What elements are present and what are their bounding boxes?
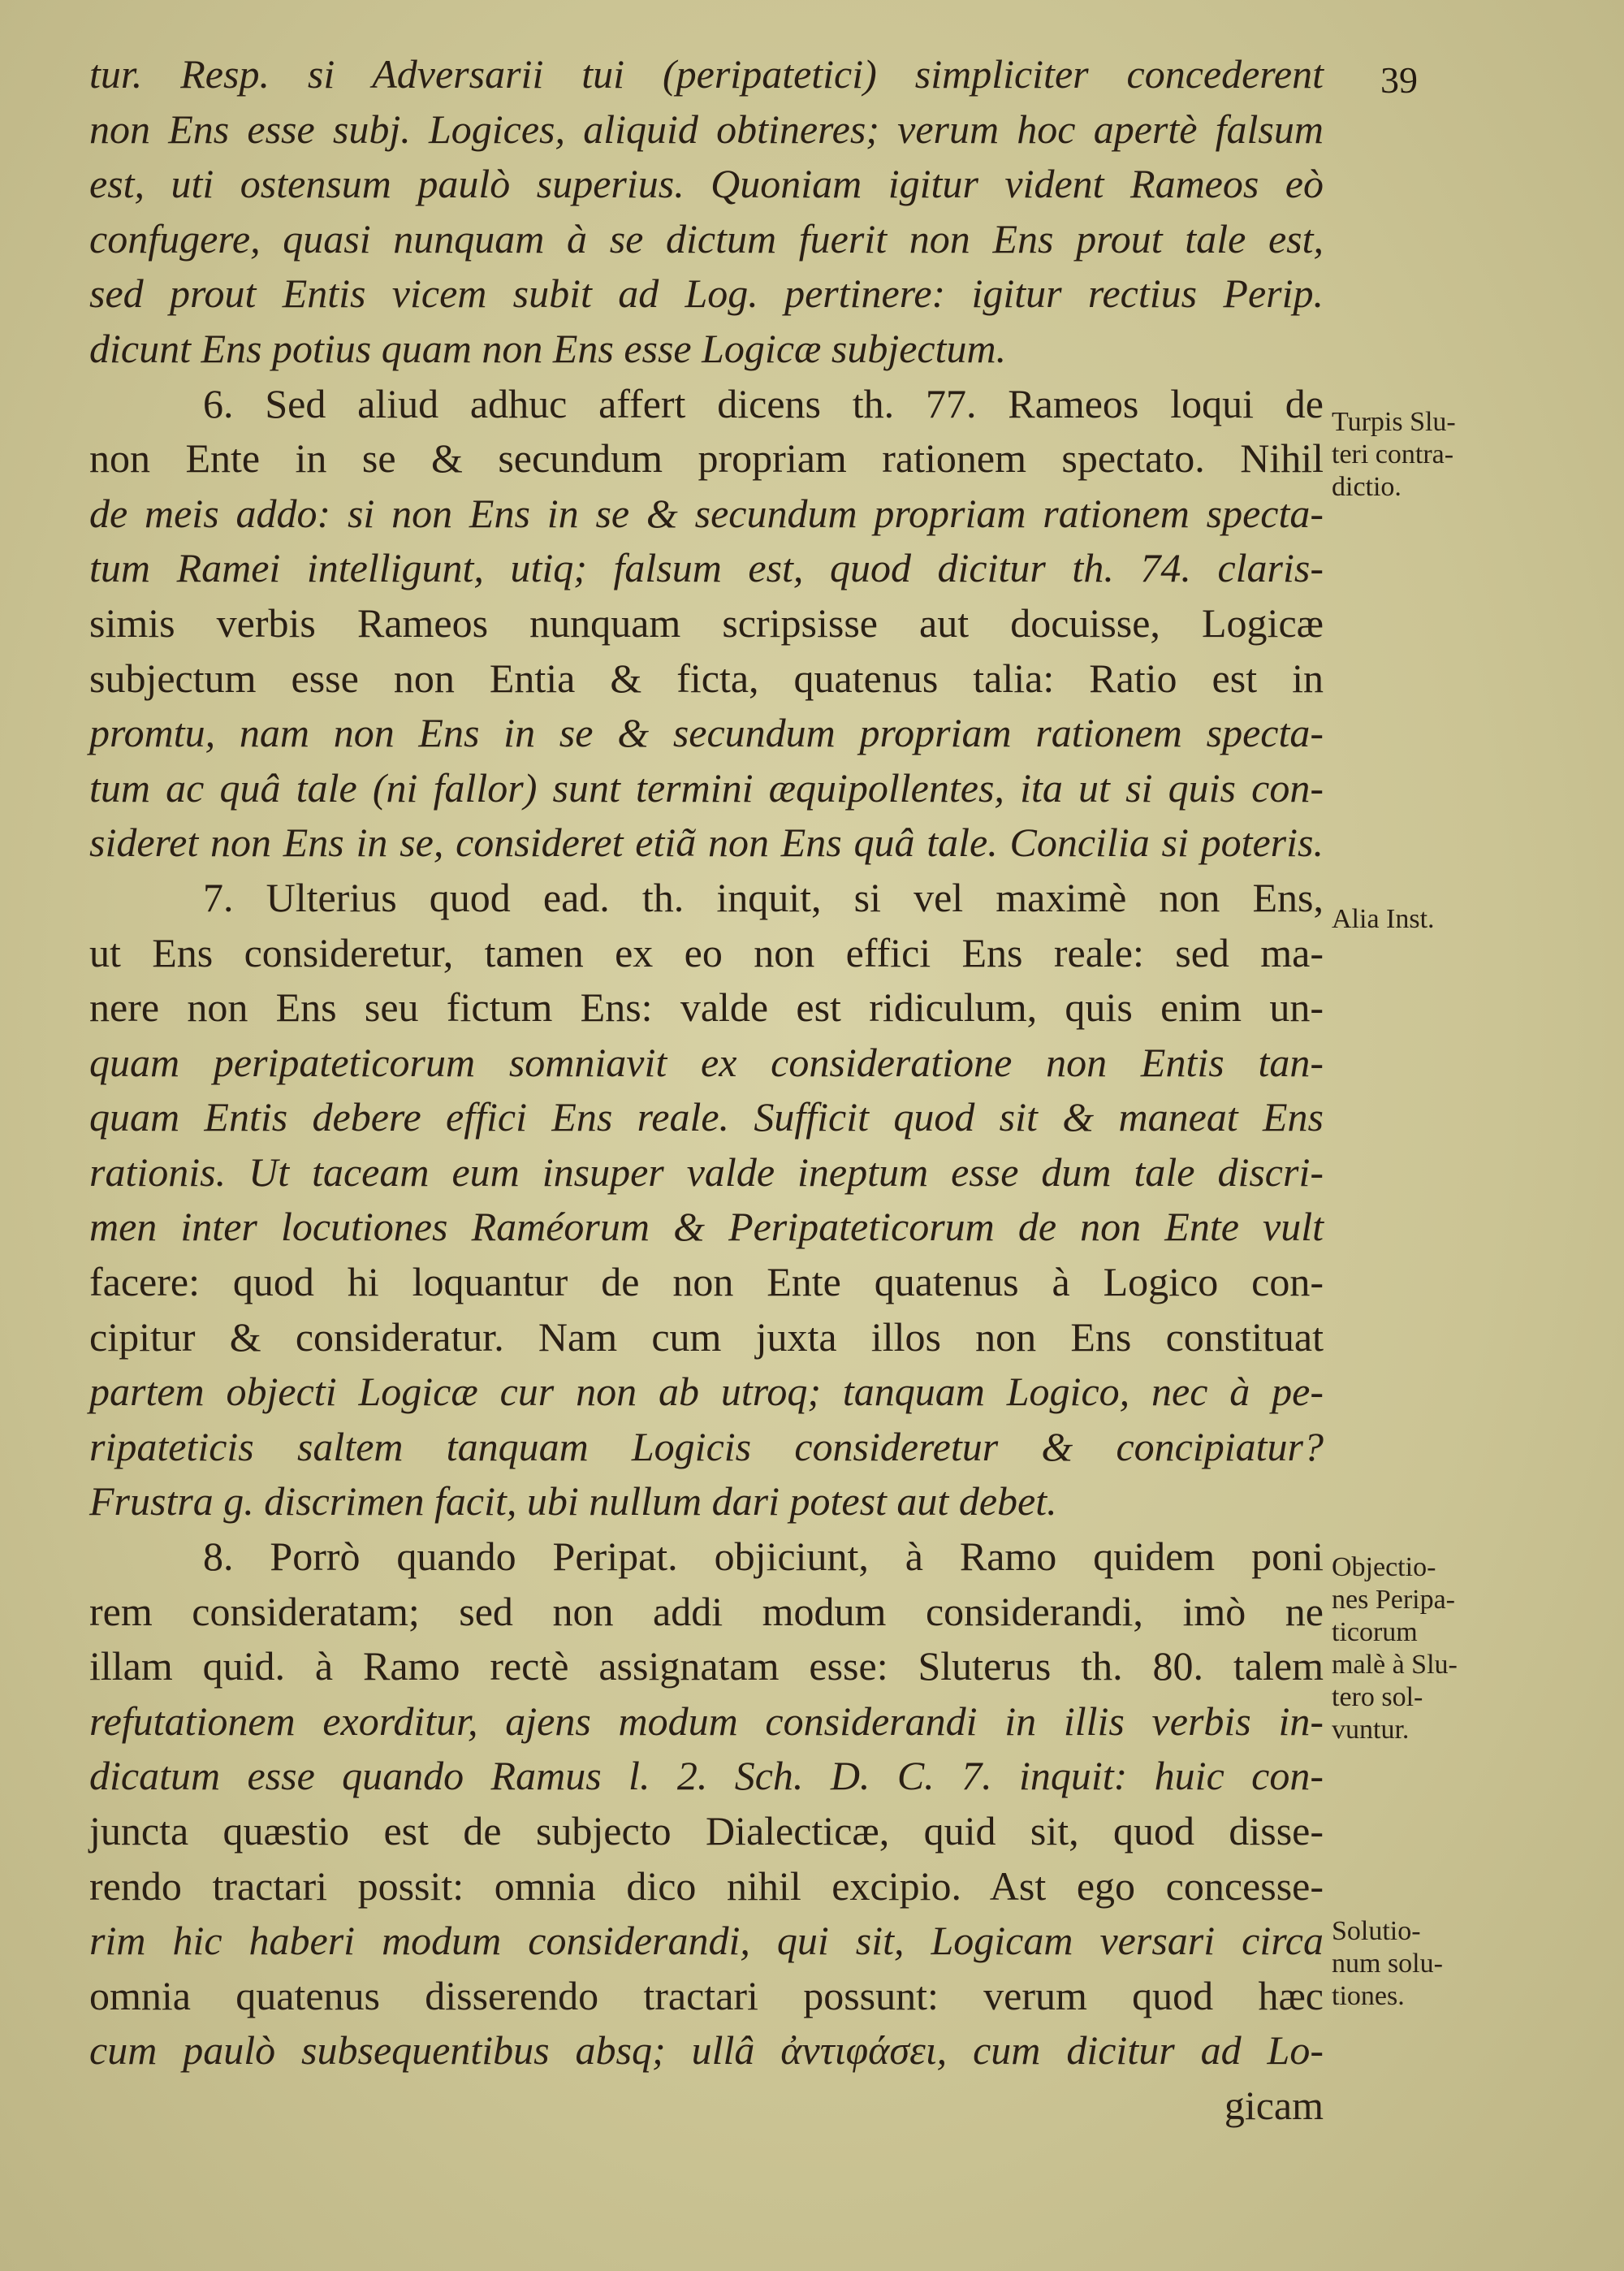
margin-note-alia — [1332, 903, 1592, 936]
margin-note-line: dictio. — [1332, 472, 1402, 502]
text-line: dicunt Ens potius quam non Ens esse Logicæ subjectum. — [89, 325, 1007, 371]
margin-note-turpis — [1332, 406, 1592, 504]
margin-note-line: Turpis Slu- — [1332, 407, 1456, 437]
text-line: cum paulò subsequentibus absq; ullâ ἀντιφάσει, cum dicitur ad Lo- — [89, 2027, 1324, 2074]
text-line: rem consideratam; sed non addi modum considerandi, imò ne — [89, 1588, 1324, 1634]
text-line: 6. Sed aliud adhuc affert dicens th. 77. Rameos loqui de — [203, 380, 1324, 426]
text-line: nere non Ens seu fictum Ens: valde est ridiculum, quis enim un- — [89, 984, 1324, 1031]
margin-note-solutio — [1332, 1915, 1592, 2013]
text-line: promtu, nam non Ens in se & secundum propriam rationem specta- — [89, 710, 1324, 756]
text-line: sed prout Entis vicem subit ad Log. pertinere: igitur rectius Perip. — [89, 270, 1324, 317]
text-line: est, uti ostensum paulò superius. Quoniam igitur vident Rameos eò — [89, 161, 1324, 207]
margin-note-line: nes Peripa- — [1332, 1585, 1456, 1615]
text-line: cipitur & consideratur. Nam cum juxta illos non Ens constituat — [89, 1313, 1324, 1360]
text-line: dicatum esse quando Ramus l. 2. Sch. D. C. 7. inquit: huic con- — [89, 1753, 1324, 1799]
text-line: simis verbis Rameos nunquam scripsisse aut docuisse, Logicæ — [89, 599, 1324, 646]
margin-note-line: malè à Slu- — [1332, 1650, 1458, 1680]
text-line: tum ac quâ tale (ni fallor) sunt termini æquipollentes, ita ut si quis con- — [89, 764, 1324, 811]
text-line: omnia quatenus disserendo tractari possunt: verum quod hæc — [89, 1972, 1324, 2018]
text-line: Frustra g. discrimen facit, ubi nullum dari potest aut debet. — [89, 1478, 1057, 1525]
text-line: subjectum esse non Entia & ficta, quatenus talia: Ratio est in — [89, 655, 1324, 701]
margin-note-line: num solu- — [1332, 1949, 1443, 1979]
margin-note-line: Solutio- — [1332, 1916, 1421, 1946]
text-line: non Ente in se & secundum propriam rationem spectato. Nihil — [89, 435, 1324, 482]
text-line: de meis addo: si non Ens in se & secundum propriam rationem specta- — [89, 490, 1324, 536]
text-line: rim hic haberi modum considerandi, qui sit, Logicam versari circa — [89, 1918, 1324, 1964]
text-line: illam quid. à Ramo rectè assignatam esse: Sluterus th. 80. talem — [89, 1643, 1324, 1689]
text-line: 7. Ulterius quod ead. th. inquit, si vel maximè non Ens, — [203, 874, 1324, 920]
text-line: quam Entis debere effici Ens reale. Sufficit quod sit & maneat Ens — [89, 1094, 1324, 1140]
text-line: tur. Resp. si Adversarii tui (peripatetici) simpliciter concederent — [89, 51, 1324, 97]
margin-note-line: Objectio- — [1332, 1552, 1436, 1582]
text-line: 8. Porrò quando Peripat. objiciunt, à Ramo quidem poni — [203, 1533, 1324, 1580]
margin-note-line: tiones. — [1332, 1981, 1405, 2011]
text-line: men inter locutiones Raméorum & Peripateticorum de non Ente vult — [89, 1204, 1324, 1250]
text-line: sideret non Ens in se, consideret etiã non Ens quâ tale. Concilia si poteris. — [89, 820, 1324, 866]
text-line: gicam — [1224, 2082, 1324, 2128]
text-line: rationis. Ut taceam eum insuper valde ineptum esse dum tale discri- — [89, 1148, 1324, 1195]
main-text-block — [89, 47, 1324, 2134]
text-line: juncta quæstio est de subjecto Dialecticæ, quid sit, quod disse- — [89, 1808, 1324, 1854]
text-line: quam peripateticorum somniavit ex consideratione non Entis tan- — [89, 1039, 1324, 1085]
text-line: non Ens esse subj. Logices, aliquid obtineres; verum hoc apertè falsum — [89, 106, 1324, 152]
margin-note-line: Alia Inst. — [1332, 904, 1435, 934]
text-line: partem objecti Logicæ cur non ab utroq; tanquam Logico, nec à pe- — [89, 1369, 1324, 1415]
margin-note-line: ticorum — [1332, 1617, 1418, 1647]
text-line: ut Ens consideretur, tamen ex eo non effici Ens reale: sed ma- — [89, 929, 1324, 975]
margin-note-line: vuntur. — [1332, 1715, 1410, 1745]
text-line: ripateticis saltem tanquam Logicis consideretur & concipiatur? — [89, 1423, 1324, 1469]
text-line: rendo tractari possit: omnia dico nihil excipio. Ast ego concesse- — [89, 1862, 1324, 1909]
text-line: tum Ramei intelligunt, utiq; falsum est, quod dicitur th. 74. claris- — [89, 545, 1324, 591]
margin-note-objectiones — [1332, 1551, 1592, 1746]
text-line: refutationem exorditur, ajens modum considerandi in illis verbis in- — [89, 1698, 1324, 1744]
text-line: confugere, quasi nunquam à se dictum fuerit non Ens prout tale est, — [89, 215, 1324, 262]
margin-note-line: tero sol- — [1332, 1682, 1423, 1712]
text-line: facere: quod hi loquantur de non Ente quatenus à Logico con- — [89, 1259, 1324, 1305]
margin-note-line: teri contra- — [1332, 439, 1454, 469]
page-number: 39 — [1380, 59, 1418, 101]
